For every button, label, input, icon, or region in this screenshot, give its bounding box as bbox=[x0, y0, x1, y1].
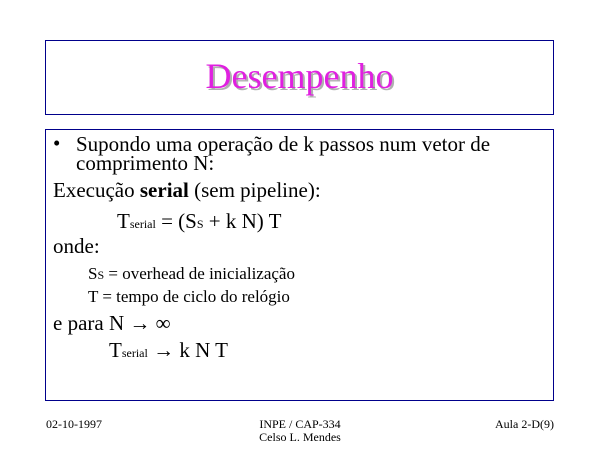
slide-title: Desempenho bbox=[205, 56, 394, 96]
line-2: comprimento N: bbox=[76, 151, 215, 175]
onde-label: onde: bbox=[53, 234, 100, 258]
line-1: Supondo uma operação de k passos num vetor de bbox=[76, 132, 491, 156]
formula-limit: Tserial → k N T bbox=[109, 338, 228, 362]
formula-serial: Tserial = (SS + k N) T bbox=[117, 209, 282, 233]
footer-page: Aula 2-D(9) bbox=[495, 417, 554, 431]
serial-execution-line: Execução serial (sem pipeline): bbox=[53, 178, 321, 202]
footer-org: INPE / CAP-334 bbox=[259, 417, 341, 431]
footer-date: 02-10-1997 bbox=[46, 417, 102, 431]
content-box bbox=[45, 129, 554, 401]
title-box bbox=[45, 40, 554, 115]
limit-line: e para N → ∞ bbox=[53, 311, 171, 335]
definition-ss: SS = overhead de inicialização bbox=[88, 264, 295, 283]
definition-t: T = tempo de ciclo do relógio bbox=[88, 287, 290, 306]
footer-author: Celso L. Mendes bbox=[259, 430, 341, 444]
bullet-icon: • bbox=[53, 131, 61, 155]
